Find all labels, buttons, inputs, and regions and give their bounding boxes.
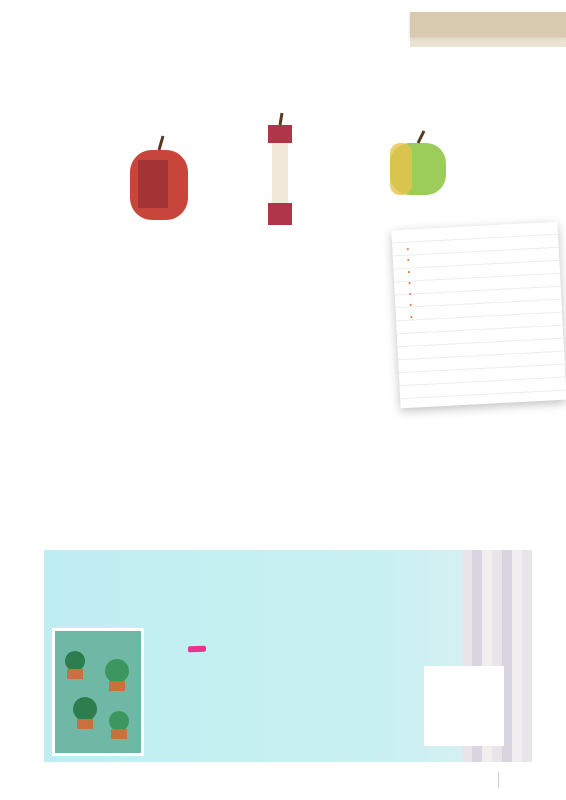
apple-red: [130, 136, 188, 220]
botanical-chart-poster: [52, 628, 144, 756]
apple-core: [268, 113, 292, 225]
column-2: [214, 290, 382, 295]
apple-green: [390, 131, 446, 195]
free-badge: [188, 646, 206, 653]
plant-icon: [55, 631, 141, 753]
signup-banner[interactable]: [44, 550, 532, 762]
footer-divider: [498, 772, 499, 788]
tab-ribbon: [410, 37, 566, 47]
column-3: [388, 440, 538, 445]
section-tab: [410, 12, 566, 38]
stitch-chart: [30, 55, 542, 245]
materials-card: [391, 222, 566, 408]
qr-code-icon[interactable]: [424, 666, 504, 746]
page-footer: [0, 772, 566, 792]
banner-question: [182, 646, 212, 652]
column-1: [42, 290, 206, 295]
